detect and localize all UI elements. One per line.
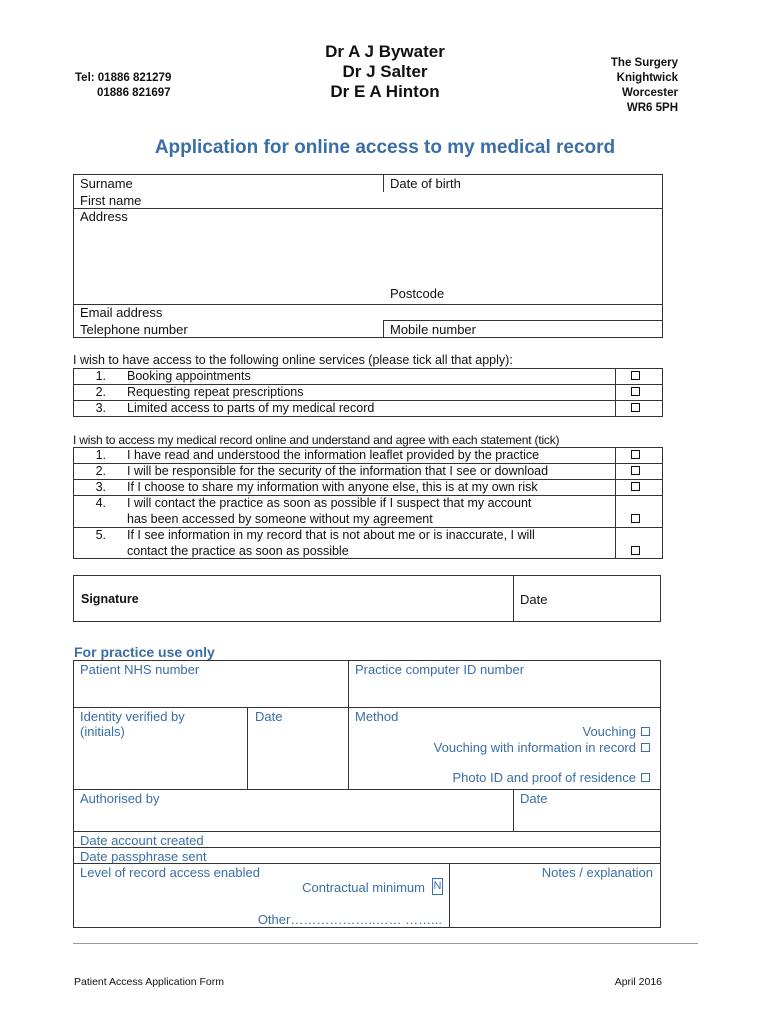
signature-field[interactable]: Signature [81,592,139,606]
agreement-checkbox[interactable] [631,482,640,491]
item-number: 3. [95,401,106,415]
item-text: I will contact the practice as soon as possible if I suspect that my account [127,496,532,510]
access-level-label: Level of record access enabled [80,865,260,880]
item-text: Limited access to parts of my medical record [127,401,375,415]
authorised-by-field[interactable]: Authorised by [80,791,160,806]
signature-date-field[interactable]: Date [520,592,548,607]
services-intro: I wish to have access to the following online services (please tick all that apply): [73,353,513,367]
practice-divider [247,707,248,789]
item-number: 2. [95,385,106,399]
account-created-field[interactable]: Date account created [80,833,204,848]
practice-divider [73,789,661,790]
item-number: 3. [95,480,106,494]
signature-divider [513,575,514,622]
method-label: Method [355,709,399,724]
item-number: 1. [95,448,106,462]
services-divider [615,368,616,417]
address-line: WR6 5PH [626,102,678,114]
address-line: Knightwick [616,72,678,84]
practice-divider [513,789,514,831]
item-number: 1. [95,369,106,383]
practice-use-heading: For practice use only [74,644,215,660]
telephone-primary: Tel: 01886 821279 [75,72,172,84]
practice-divider [73,847,661,848]
email-label[interactable]: Email address [80,305,163,320]
details-divider [383,174,384,192]
practice-divider [348,660,349,789]
agreement-checkbox[interactable] [631,450,640,459]
item-text: I will be responsible for the security of the information that I see or download [127,464,549,478]
item-text: If I see information in my record that is not about me or is inaccurate, I will [127,528,535,542]
other-access-field[interactable]: Other………………..…… ……... [257,912,442,927]
doctor-name: Dr E A Hinton [330,82,440,101]
agreement-checkbox[interactable] [631,514,640,523]
item-number: 5. [95,528,106,542]
doctor-name: Dr J Salter [342,62,428,81]
item-text: Booking appointments [127,369,251,383]
item-text: If I choose to share my information with anyone else, this is at my own risk [127,480,538,494]
details-divider [73,208,663,209]
mobile-label[interactable]: Mobile number [390,322,476,337]
details-divider [383,320,663,321]
contractual-minimum-label: Contractual minimum [302,880,425,895]
nhs-number-field[interactable]: Patient NHS number [80,662,200,677]
postcode-label[interactable]: Postcode [390,286,445,301]
footer-date: April 2016 [614,976,662,988]
vouching-info-label: Vouching with information in record [433,740,636,755]
agreement-checkbox[interactable] [631,546,640,555]
passphrase-sent-field[interactable]: Date passphrase sent [80,849,207,864]
identity-initials-label: (initials) [80,724,125,739]
page-title: Application for online access to my medical record [154,137,616,158]
first-name-label[interactable]: First name [80,193,142,208]
signature-table [73,575,661,622]
agreement-intro: I wish to access my medical record online and understand and agree with each statement (tick) [73,433,560,447]
notes-field[interactable]: Notes / explanation [541,865,653,880]
address-line: The Surgery [610,57,678,69]
service-checkbox[interactable] [631,371,640,380]
vouching-info-checkbox[interactable] [641,743,650,752]
agreement-checkbox[interactable] [631,466,640,475]
practice-divider [73,707,661,708]
item-number: 4. [95,496,106,510]
vouching-label: Vouching [582,724,636,739]
item-text: has been accessed by someone without my agreement [127,512,433,526]
practice-divider [73,831,661,832]
address-label[interactable]: Address [80,209,128,224]
details-divider [383,320,384,338]
identity-verified-field[interactable]: Identity verified by [80,709,185,724]
item-text: I have read and understood the information leaflet provided by the practice [127,448,540,462]
surname-label[interactable]: Surname [80,176,133,191]
footer-rule [73,943,698,944]
address-line: Worcester [621,87,678,99]
identity-date-field[interactable]: Date [255,709,283,724]
photo-id-label: Photo ID and proof of residence [452,770,636,785]
vouching-checkbox[interactable] [641,727,650,736]
contractual-minimum-checkbox[interactable]: N [432,878,443,895]
item-text: Requesting repeat prescriptions [127,385,304,399]
footer-form-name: Patient Access Application Form [74,976,224,988]
service-checkbox[interactable] [631,403,640,412]
item-number: 2. [95,464,106,478]
item-text: contact the practice as soon as possible [127,544,349,558]
computer-id-field[interactable]: Practice computer ID number [355,662,525,677]
practice-divider [449,863,450,928]
dob-label[interactable]: Date of birth [390,176,461,191]
telephone-secondary: 01886 821697 [97,87,171,99]
doctor-name: Dr A J Bywater [325,42,445,61]
photo-id-checkbox[interactable] [641,773,650,782]
practice-address [611,56,678,116]
telephone-label[interactable]: Telephone number [80,322,188,337]
authorised-date-field[interactable]: Date [520,791,548,806]
service-checkbox[interactable] [631,387,640,396]
